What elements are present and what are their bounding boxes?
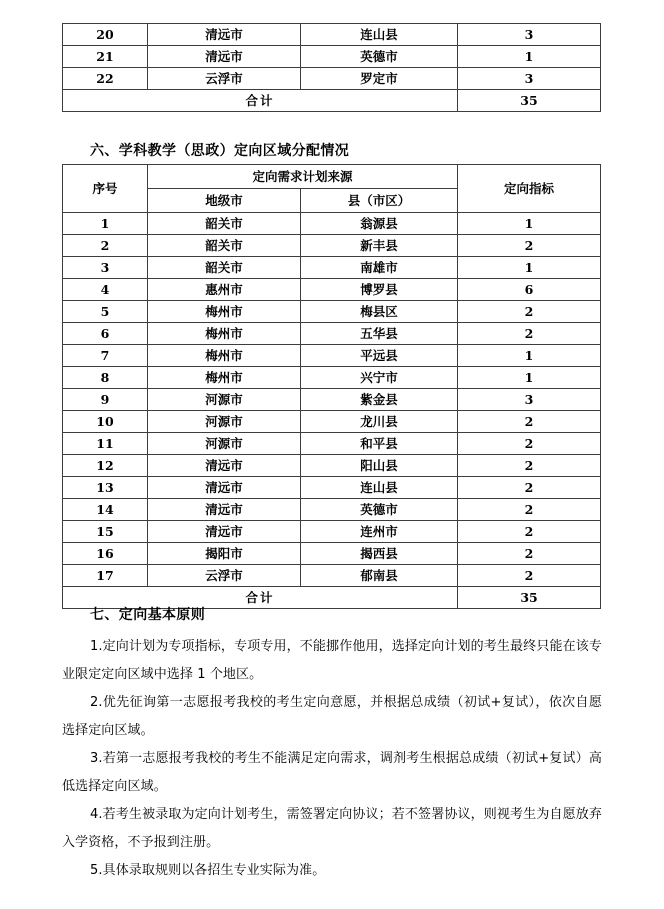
row-county: 连山县 bbox=[301, 477, 458, 499]
table-row bbox=[63, 24, 601, 46]
row-city: 梅州市 bbox=[148, 301, 301, 323]
table-row bbox=[63, 455, 601, 477]
principle-item-2: 2.优先征询第一志愿报考我校的考生定向意愿，并根据总成绩（初试+复试），依次自愿选择定向区域。 bbox=[62, 695, 602, 738]
row-quota: 2 bbox=[458, 543, 601, 565]
row-quota: 2 bbox=[458, 565, 601, 587]
row-quota: 1 bbox=[458, 367, 601, 389]
row-quota: 2 bbox=[458, 323, 601, 345]
row-index: 7 bbox=[63, 345, 148, 367]
total-value: 35 bbox=[458, 587, 601, 609]
row-county: 英德市 bbox=[301, 499, 458, 521]
row-quota: 3 bbox=[458, 68, 601, 90]
row-county: 罗定市 bbox=[301, 68, 458, 90]
table-row bbox=[63, 411, 601, 433]
principle-item-3: 3.若第一志愿报考我校的考生不能满足定向需求，调剂考生根据总成绩（初试+复试）高低选择定向区域。 bbox=[62, 751, 602, 794]
header-group-title: 定向需求计划来源 bbox=[148, 165, 458, 189]
row-city: 河源市 bbox=[148, 433, 301, 455]
row-county: 新丰县 bbox=[301, 235, 458, 257]
table-row bbox=[63, 565, 601, 587]
table-header-row-1 bbox=[63, 165, 601, 189]
row-city: 云浮市 bbox=[148, 565, 301, 587]
row-quota: 3 bbox=[458, 24, 601, 46]
row-city: 揭阳市 bbox=[148, 543, 301, 565]
row-quota: 6 bbox=[458, 279, 601, 301]
table-row bbox=[63, 367, 601, 389]
row-index: 10 bbox=[63, 411, 148, 433]
row-index: 4 bbox=[63, 279, 148, 301]
row-county: 平远县 bbox=[301, 345, 458, 367]
row-county: 英德市 bbox=[301, 46, 458, 68]
row-city: 河源市 bbox=[148, 389, 301, 411]
row-index: 8 bbox=[63, 367, 148, 389]
total-label: 合计 bbox=[63, 90, 458, 112]
table-row bbox=[63, 477, 601, 499]
table-row bbox=[63, 279, 601, 301]
principle-item-1: 1.定向计划为专项指标，专项专用，不能挪作他用，选择定向计划的考生最终只能在该专业限定定向区域中选择 1 个地区。 bbox=[62, 639, 602, 682]
total-value: 35 bbox=[458, 90, 601, 112]
row-index: 1 bbox=[63, 213, 148, 235]
row-quota: 2 bbox=[458, 301, 601, 323]
row-city: 梅州市 bbox=[148, 367, 301, 389]
row-index: 12 bbox=[63, 455, 148, 477]
row-index: 5 bbox=[63, 301, 148, 323]
table-row bbox=[63, 345, 601, 367]
row-index: 11 bbox=[63, 433, 148, 455]
row-quota: 2 bbox=[458, 477, 601, 499]
row-quota: 1 bbox=[458, 257, 601, 279]
row-quota: 1 bbox=[458, 46, 601, 68]
row-city: 清远市 bbox=[148, 521, 301, 543]
header-county: 县（市区） bbox=[301, 189, 458, 213]
table-row bbox=[63, 301, 601, 323]
table-row bbox=[63, 46, 601, 68]
row-index: 9 bbox=[63, 389, 148, 411]
principle-item-5: 5.具体录取规则以各招生专业实际为准。 bbox=[90, 863, 326, 878]
row-county: 连州市 bbox=[301, 521, 458, 543]
row-city: 韶关市 bbox=[148, 213, 301, 235]
row-quota: 2 bbox=[458, 235, 601, 257]
row-index: 6 bbox=[63, 323, 148, 345]
row-county: 南雄市 bbox=[301, 257, 458, 279]
table-row bbox=[63, 68, 601, 90]
row-county: 阳山县 bbox=[301, 455, 458, 477]
section-six-heading: 六、学科教学（思政）定向区域分配情况 bbox=[90, 143, 350, 159]
row-quota: 2 bbox=[458, 455, 601, 477]
table-row bbox=[63, 499, 601, 521]
row-city: 清远市 bbox=[148, 46, 301, 68]
row-city: 清远市 bbox=[148, 24, 301, 46]
row-quota: 1 bbox=[458, 345, 601, 367]
row-index: 21 bbox=[63, 46, 148, 68]
table-row bbox=[63, 213, 601, 235]
row-quota: 2 bbox=[458, 521, 601, 543]
row-county: 龙川县 bbox=[301, 411, 458, 433]
row-city: 河源市 bbox=[148, 411, 301, 433]
table-row bbox=[63, 257, 601, 279]
row-county: 紫金县 bbox=[301, 389, 458, 411]
row-city: 梅州市 bbox=[148, 345, 301, 367]
row-index: 22 bbox=[63, 68, 148, 90]
row-county: 翁源县 bbox=[301, 213, 458, 235]
row-index: 3 bbox=[63, 257, 148, 279]
row-city: 清远市 bbox=[148, 477, 301, 499]
total-label: 合计 bbox=[63, 587, 458, 609]
row-quota: 1 bbox=[458, 213, 601, 235]
row-county: 和平县 bbox=[301, 433, 458, 455]
row-city: 惠州市 bbox=[148, 279, 301, 301]
row-index: 20 bbox=[63, 24, 148, 46]
table-row bbox=[63, 235, 601, 257]
header-city: 地级市 bbox=[148, 189, 301, 213]
row-index: 16 bbox=[63, 543, 148, 565]
row-county: 兴宁市 bbox=[301, 367, 458, 389]
table-row bbox=[63, 543, 601, 565]
continued-allocation-table bbox=[62, 23, 601, 112]
row-city: 梅州市 bbox=[148, 323, 301, 345]
row-quota: 2 bbox=[458, 499, 601, 521]
row-county: 博罗县 bbox=[301, 279, 458, 301]
row-county: 梅县区 bbox=[301, 301, 458, 323]
table-row bbox=[63, 323, 601, 345]
table-row bbox=[63, 389, 601, 411]
directed-allocation-table bbox=[62, 164, 601, 609]
row-quota: 3 bbox=[458, 389, 601, 411]
row-quota: 2 bbox=[458, 411, 601, 433]
row-index: 2 bbox=[63, 235, 148, 257]
row-county: 郁南县 bbox=[301, 565, 458, 587]
row-city: 韶关市 bbox=[148, 235, 301, 257]
row-city: 清远市 bbox=[148, 455, 301, 477]
table-row bbox=[63, 433, 601, 455]
row-city: 韶关市 bbox=[148, 257, 301, 279]
table-total-row bbox=[63, 90, 601, 112]
row-county: 揭西县 bbox=[301, 543, 458, 565]
section-seven-heading: 七、定向基本原则 bbox=[90, 607, 206, 623]
table-row bbox=[63, 521, 601, 543]
row-index: 13 bbox=[63, 477, 148, 499]
row-quota: 2 bbox=[458, 433, 601, 455]
row-city: 云浮市 bbox=[148, 68, 301, 90]
row-index: 14 bbox=[63, 499, 148, 521]
principle-item-4: 4.若考生被录取为定向计划考生，需签署定向协议；若不签署协议，则视考生为自愿放弃入学资格，不予报到注册。 bbox=[62, 807, 602, 850]
row-county: 连山县 bbox=[301, 24, 458, 46]
header-quota: 定向指标 bbox=[458, 165, 601, 213]
row-city: 清远市 bbox=[148, 499, 301, 521]
header-no: 序号 bbox=[63, 165, 148, 213]
row-index: 15 bbox=[63, 521, 148, 543]
row-county: 五华县 bbox=[301, 323, 458, 345]
row-index: 17 bbox=[63, 565, 148, 587]
